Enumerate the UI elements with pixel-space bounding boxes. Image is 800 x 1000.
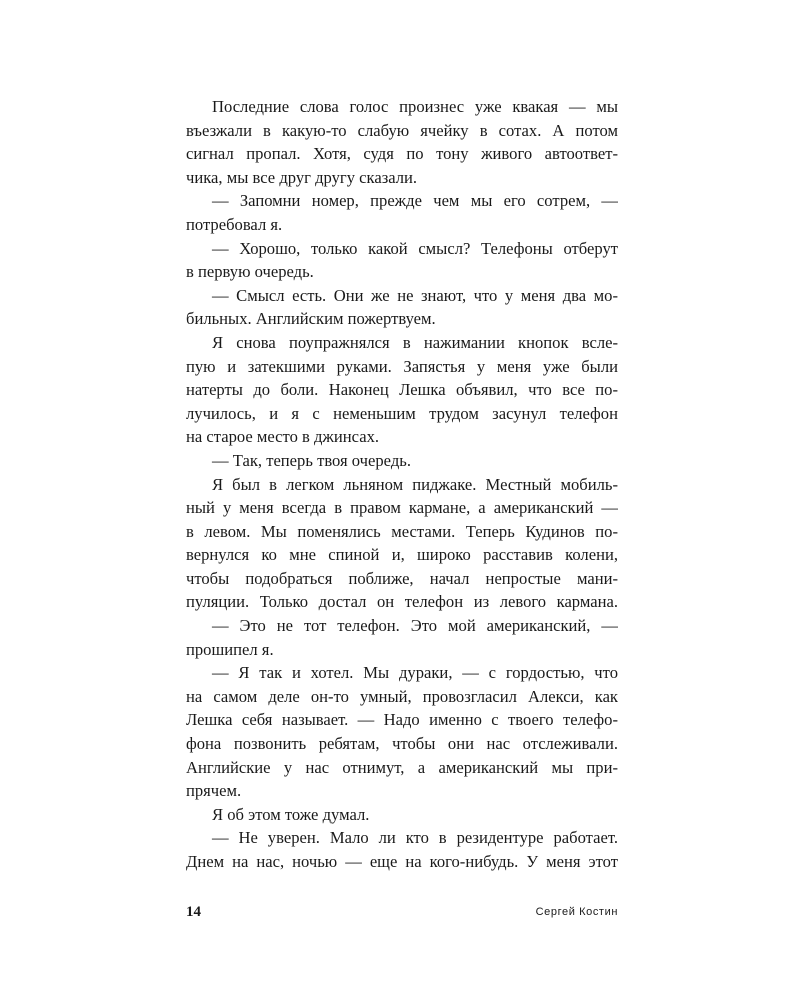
page-footer xyxy=(186,904,618,924)
text-line: в левом. Мы поменялись местами. Теперь Кудинов по- xyxy=(186,521,618,541)
text-line: пую и затекшими руками. Запястья у меня уже были xyxy=(186,356,618,376)
text-line: прячем. xyxy=(186,781,242,801)
text-line: — Смысл есть. Они же не знают, что у меня два мо- xyxy=(212,285,618,305)
text-line: натерты до боли. Наконец Лешка объявил, что все по- xyxy=(186,380,618,400)
text-line: бильных. Английским пожертвуем. xyxy=(186,309,436,329)
text-line: чтобы подобраться поближе, начал непростые мани- xyxy=(186,568,618,588)
text-line: — Так, теперь твоя очередь. xyxy=(212,450,411,470)
text-line: — Не уверен. Мало ли кто в резидентуре работает. xyxy=(212,828,618,848)
text-line: — Это не тот телефон. Это мой американский, — xyxy=(212,616,618,636)
text-line: в первую очередь. xyxy=(186,262,314,282)
body-text xyxy=(186,95,618,874)
text-line: Я об этом тоже думал. xyxy=(212,804,370,824)
text-line: Днем на нас, ночью — еще на кого-нибудь. У меня этот xyxy=(186,852,618,871)
text-line: потребовал я. xyxy=(186,214,283,234)
text-line: фона позвонить ребятам, чтобы они нас отслеживали. xyxy=(186,734,618,754)
text-line: чика, мы все друг другу сказали. xyxy=(186,167,418,187)
text-line: — Хорошо, только какой смысл? Телефоны отберут xyxy=(212,238,618,258)
text-line: пуляции. Только достал он телефон из левого кармана. xyxy=(186,592,618,612)
text-line: сигнал пропал. Хотя, судя по тону живого автоответ- xyxy=(186,144,618,164)
text-line: лучилось, и я с неменьшим трудом засунул телефон xyxy=(186,403,618,423)
text-line: прошипел я. xyxy=(186,639,274,659)
text-line: въезжали в какую-то слабую ячейку в сотах. А потом xyxy=(186,120,618,140)
running-head-author: Сергей Костин xyxy=(535,906,618,918)
text-line: Английские у нас отнимут, а американский мы при- xyxy=(186,757,618,777)
text-line: ный у меня всегда в правом кармане, а американский — xyxy=(186,498,618,518)
text-line: — Запомни номер, прежде чем мы его сотрем, — xyxy=(212,191,618,211)
text-line: вернулся ко мне спиной и, широко расставив колени, xyxy=(186,545,618,565)
page-number: 14 xyxy=(186,904,201,920)
text-line: Я был в легком льняном пиджаке. Местный мобиль- xyxy=(212,474,618,494)
text-line: Лешка себя называет. — Надо именно с твоего телефо- xyxy=(186,710,618,730)
text-line: Последние слова голос произнес уже квакая — мы xyxy=(212,97,618,116)
text-line: на самом деле он-то умный, провозгласил Алекси, как xyxy=(186,686,618,706)
text-line: на старое место в джинсах. xyxy=(186,427,380,447)
text-line: Я снова поупражнялся в нажимании кнопок всле- xyxy=(212,332,618,352)
text-line: — Я так и хотел. Мы дураки, — с гордостью, что xyxy=(212,663,618,683)
